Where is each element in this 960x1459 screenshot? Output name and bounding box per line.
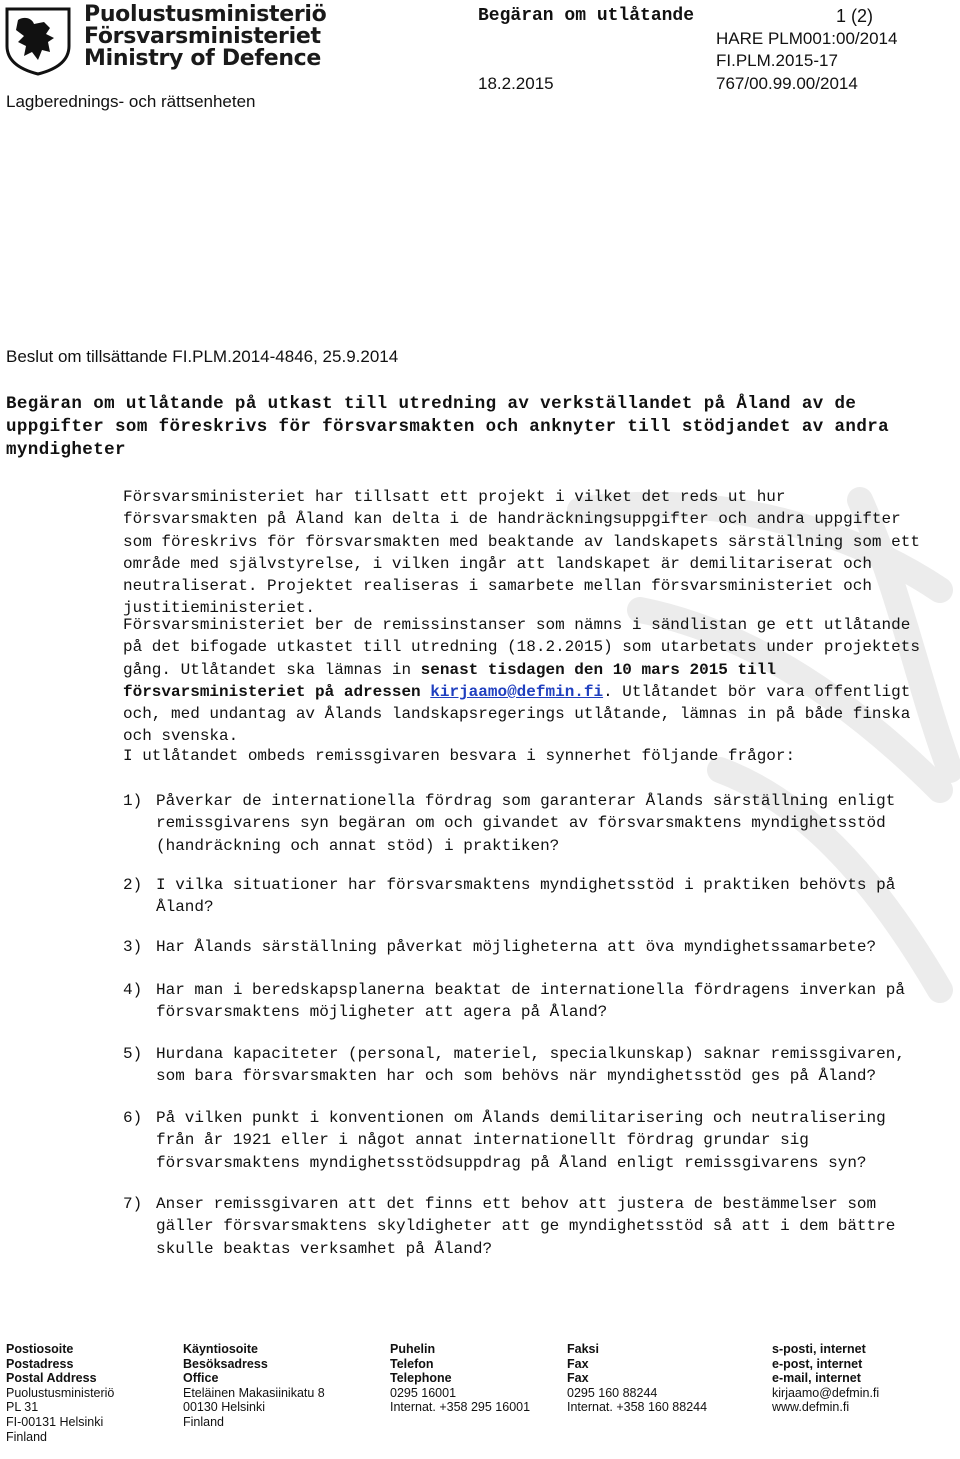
footer-label: Telefon: [390, 1356, 434, 1371]
footer-label: s-posti, internet: [772, 1342, 866, 1356]
question-text: På vilken punkt i konventionen om Ålands demilitarisering och neutralisering från år 1921 eller i något annat internationellt fördrag grundar sig försvarsmaktens myndighetsstödsuppdrag på Åland enligt remissgivarens syn?: [156, 1109, 886, 1172]
footer-label: Office: [183, 1371, 219, 1386]
footer-label: Käyntiosoite: [183, 1342, 259, 1356]
question-number: 7): [123, 1195, 143, 1213]
question-text: Har man i beredskapsplanerna beaktat de internationella fördragens inverkan på försvarsmaktens möjligheter att agera på Åland?: [156, 981, 905, 1022]
body-paragraph: [123, 614, 923, 748]
reference-number: HARE PLM001:00/2014: [716, 29, 898, 48]
question-text: Hurdana kapaciteter (personal, materiel, specialkunskap) saknar remissgivaren, som bara försvarsmakten har och som behövs när myndighetsstöd ges på Åland?: [156, 1045, 905, 1086]
footer-value: Puolustusministeriö: [6, 1385, 115, 1400]
footer-value: Internat. +358 295 16001: [390, 1400, 531, 1415]
footer-value: FI-00131 Helsinki: [6, 1414, 104, 1429]
footer-value: 0295 160 88244: [567, 1385, 658, 1400]
question-text: Har Ålands särställning påverkat möjligheterna att öva myndighetssamarbete?: [156, 938, 877, 956]
footer-label: Postal Address: [6, 1371, 97, 1386]
question-number: 2): [123, 876, 143, 894]
footer-label: e-post, internet: [772, 1356, 863, 1371]
footer-label: Besöksadress: [183, 1356, 268, 1371]
unit-name: Lagberednings- och rättsenheten: [6, 92, 256, 111]
spacer-text: [421, 683, 431, 701]
page-number: 1 (2): [836, 6, 874, 26]
footer-website-link[interactable]: www.defmin.fi: [772, 1400, 850, 1415]
ministry-name-finnish: Puolustusministeriö: [84, 2, 327, 27]
footer-email: [772, 1342, 879, 1415]
footer-label: Fax: [567, 1371, 589, 1386]
question-item: [123, 979, 923, 1024]
footer-office-address: [183, 1342, 325, 1430]
ministry-name-swedish: Försvarsministeriet: [84, 24, 321, 49]
decision-reference: Beslut om tillsättande FI.PLM.2014-4846, 25.9.2014: [6, 347, 399, 366]
footer-postal-address: [6, 1342, 114, 1444]
footer-value: 0295 16001: [390, 1385, 457, 1400]
footer-value: Finland: [6, 1429, 47, 1444]
question-item: [123, 1193, 923, 1260]
question-item: [123, 1107, 923, 1174]
footer-value: Finland: [183, 1414, 224, 1429]
question-number: 6): [123, 1109, 143, 1127]
footer-label: Fax: [567, 1356, 589, 1371]
footer-label: Faksi: [567, 1342, 599, 1356]
paragraph-text: . Utlåtandet bör vara offentligt och, med undantag av Ålands landskapsregerings utlåtande, lämnas in på både finska och svenska.: [123, 682, 911, 746]
ministry-name-english: Ministry of Defence: [84, 46, 322, 71]
question-number: 4): [123, 981, 143, 999]
subject-heading: Begäran om utlåtande på utkast till utredning av verkställandet på Åland av de uppgifter som föreskrivs för försvarsmakten och anknyter till stödjandet av andra myndigheter: [6, 394, 890, 460]
question-item: [123, 874, 923, 919]
deadline-text: senast tisdagen den 10 mars 2015 till försvarsministeriet på adressen: [123, 660, 776, 701]
reference-number: FI.PLM.2015-17: [716, 51, 838, 70]
question-number: 3): [123, 938, 143, 956]
footer-value: Eteläinen Makasiinikatu 8: [183, 1385, 325, 1400]
paragraph-text: Försvarsministeriet ber de remissinstanser som nämns i sändlistan ge ett utlåtande på det bifogade utkastet till utredning (18.2.2015) som utarbetats under projektets gång. Utlåtandet ska lämnas in: [123, 616, 920, 679]
footer-value: 00130 Helsinki: [183, 1400, 265, 1415]
question-text: I vilka situationer har försvarsmaktens myndighetsstöd i praktiken behövts på Åland?: [156, 876, 896, 917]
question-number: 5): [123, 1045, 143, 1063]
question-item: [123, 1043, 923, 1088]
footer-label: Puhelin: [390, 1342, 436, 1356]
question-number: 1): [123, 792, 143, 810]
footer-email-link[interactable]: kirjaamo@defmin.fi: [772, 1385, 880, 1400]
question-item: [123, 936, 923, 958]
footer-label: Postadress: [6, 1356, 74, 1371]
footer-value: Internat. +358 160 88244: [567, 1400, 708, 1415]
email-link[interactable]: kirjaamo@defmin.fi: [430, 682, 604, 701]
document-title: Begäran om utlåtande: [478, 6, 695, 26]
footer-value: PL 31: [6, 1400, 39, 1415]
question-text: Anser remissgivaren att det finns ett behov att justera de bestämmelser som gäller försvarsmaktens skyldigheter att ge myndighetsstöd så att i dem bättre skulle beaktas verksamhet på Åland?: [156, 1195, 896, 1258]
document-date: 18.2.2015: [478, 74, 554, 93]
lion-crest-icon: [4, 6, 72, 76]
footer-label: Telephone: [390, 1371, 452, 1386]
question-item: [123, 790, 923, 857]
footer-label: Postiosoite: [6, 1342, 74, 1356]
footer-label: e-mail, internet: [772, 1371, 861, 1386]
body-paragraph: Försvarsministeriet har tillsatt ett projekt i vilket det reds ut hur försvarsmakten på Åland kan delta i de handräckningsuppgifter och andra uppgifter som föreskrivs för försvarsmakten med beaktande av landskapets särställning som ett område med självstyrelse, i vilken ingår att landskapet är demilitariserat och neutraliserat. Projektet realiseras i samarbete mellan försvarsministeriet och justitieministeriet.: [123, 488, 920, 618]
body-paragraph: I utlåtandet ombeds remissgivaren besvara i synnerhet följande frågor:: [123, 747, 796, 765]
question-text: Påverkar de internationella fördrag som garanterar Ålands särställning enligt remissgivarens syn begäran om och givandet av försvarsmaktens myndighetsstöd (handräckning och annat stöd) i praktiken?: [156, 792, 896, 855]
footer-telephone: [390, 1342, 530, 1415]
footer-fax: [567, 1342, 707, 1415]
reference-number: 767/00.99.00/2014: [716, 74, 858, 93]
